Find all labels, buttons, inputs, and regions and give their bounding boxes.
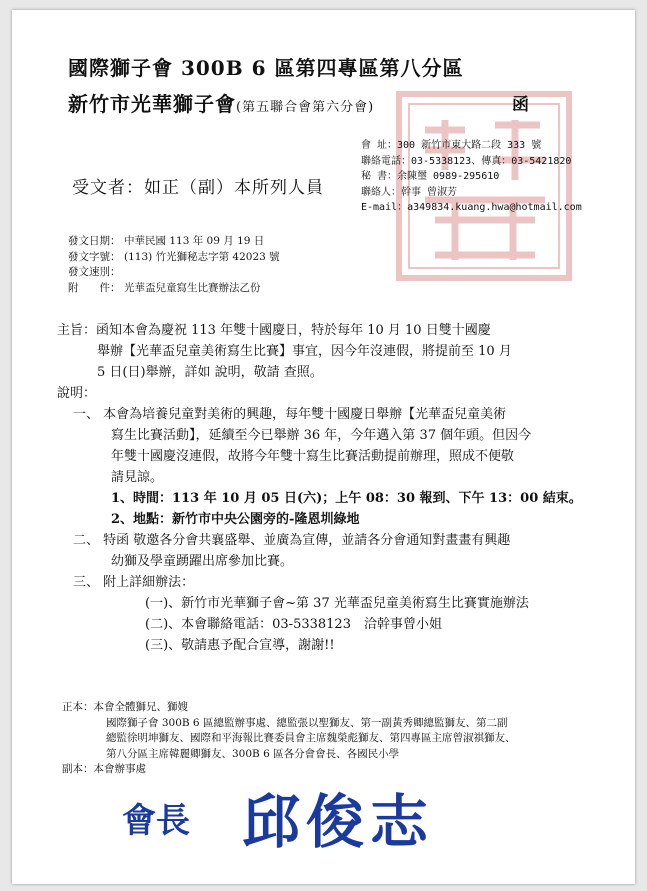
- contact-phone: 聯絡電話：03-5338123、傳真：03-5421820: [361, 155, 572, 167]
- event-place: 2、地點：新竹市中央公園旁的-隆恩圳綠地: [111, 512, 360, 527]
- item-1-line: 寫生比賽活動】，延續至今已舉辦 36 年，今年邁入第 37 個年頭。但因今: [111, 428, 532, 443]
- main-recipients: 國際獅子會 300B 6 區總監辦事處、總監張以聖獅友、第一副黃秀卿總監獅友、第二副: [106, 716, 508, 729]
- document-type: 函: [512, 95, 529, 115]
- item-2-line: 二、 特函 敬邀各分會共襄盛舉、並廣為宣傳，並請各分會通知對畫畫有興趣: [73, 533, 511, 548]
- item-1-line: 一、 本會為培養兒童對美術的興趣，每年雙十國慶日舉辦【光華盃兒童美術: [73, 407, 507, 422]
- copy-recipients: 副本：本會辦事處: [62, 763, 146, 776]
- description-label: 說明：: [57, 386, 97, 401]
- document-body: [57, 320, 617, 656]
- org-title: 國際獅子會 300B 6 區第四專區第八分區: [68, 56, 464, 80]
- distribution-list: [62, 700, 622, 778]
- contact-address: 會 址：300 新竹市東大路二段 333 號: [361, 140, 542, 151]
- issue-number: 發文字號： (113) 竹光獅秘志字第 42023 號: [68, 250, 280, 263]
- issue-method: 發文速別：: [68, 266, 121, 278]
- issue-meta: [68, 234, 280, 296]
- club-affiliation: (第五聯合會第六分會): [236, 100, 375, 115]
- item-1-line: 請見諒。: [111, 470, 164, 485]
- event-time: 1、時間：113 年 10 月 05 日(六)；上午 08：30 報到、下午 13：00 結束。: [111, 491, 582, 506]
- recipient: 受文者：如正（副）本所列人員: [72, 178, 324, 198]
- contact-person: 聯絡人：幹事 曾淑芳: [361, 186, 458, 198]
- subject-line: 舉辦【光華盃兒童美術寫生比賽】事宜，因今年沒連假，將提前至 10 月: [97, 344, 512, 359]
- item-3-line: 三、 附上詳細辦法：: [73, 575, 195, 590]
- contact-email: E-mail：a349834.kuang.hwa@hotmail.com: [361, 202, 582, 214]
- contact-secretary: 秘 書：余陳璽 0989-295610: [361, 171, 500, 183]
- subject-line: 主旨：函知本會為慶祝 113 年雙十國慶日，特於每年 10 月 10 日雙十國慶: [57, 323, 491, 338]
- contact-block: [361, 138, 582, 216]
- signature-name: 邱俊志: [242, 788, 435, 856]
- attachment: 附 件： 光華盃兒童寫生比賽辦法乙份: [68, 281, 261, 294]
- main-recipients-label: 正本：本會全體獅兄、獅嫂: [62, 701, 188, 713]
- signature-title: 會長: [122, 801, 190, 841]
- document-page: [12, 10, 635, 884]
- issue-date: 發文日期： 中華民國 113 年 09 月 19 日: [68, 235, 265, 247]
- item-1-line: 年雙十國慶沒連假，故將今年雙十寫生比賽活動提前辦理，照成不便敬: [111, 449, 515, 464]
- subject-line: 5 日(日)舉辦，詳如 說明，敬請 查照。: [97, 365, 323, 380]
- item-3-sub: (二)、本會聯絡電話：03-5338123 洽幹事曾小姐: [145, 617, 442, 632]
- president-signature: [112, 780, 552, 860]
- main-recipients: 第八分區主席韓麗卿獅友、300B 6 區各分會會長、各國民小學: [106, 747, 400, 760]
- item-2-line: 幼獅及學童踴躍出席參加比賽。: [111, 554, 294, 569]
- club-name: 新竹市光華獅子會: [68, 92, 236, 116]
- main-recipients: 總監徐明坤獅友、國際和平海報比賽委員會主席魏榮彪獅友、第四專區主席曾淑祺獅友、: [106, 732, 516, 745]
- item-3-sub: (一)、新竹市光華獅子會~第 37 光華盃兒童美術寫生比賽實施辦法: [145, 596, 529, 611]
- item-3-sub: (三)、敬請惠予配合宣導，謝謝!!: [145, 638, 335, 653]
- org-subtitle: [68, 88, 374, 117]
